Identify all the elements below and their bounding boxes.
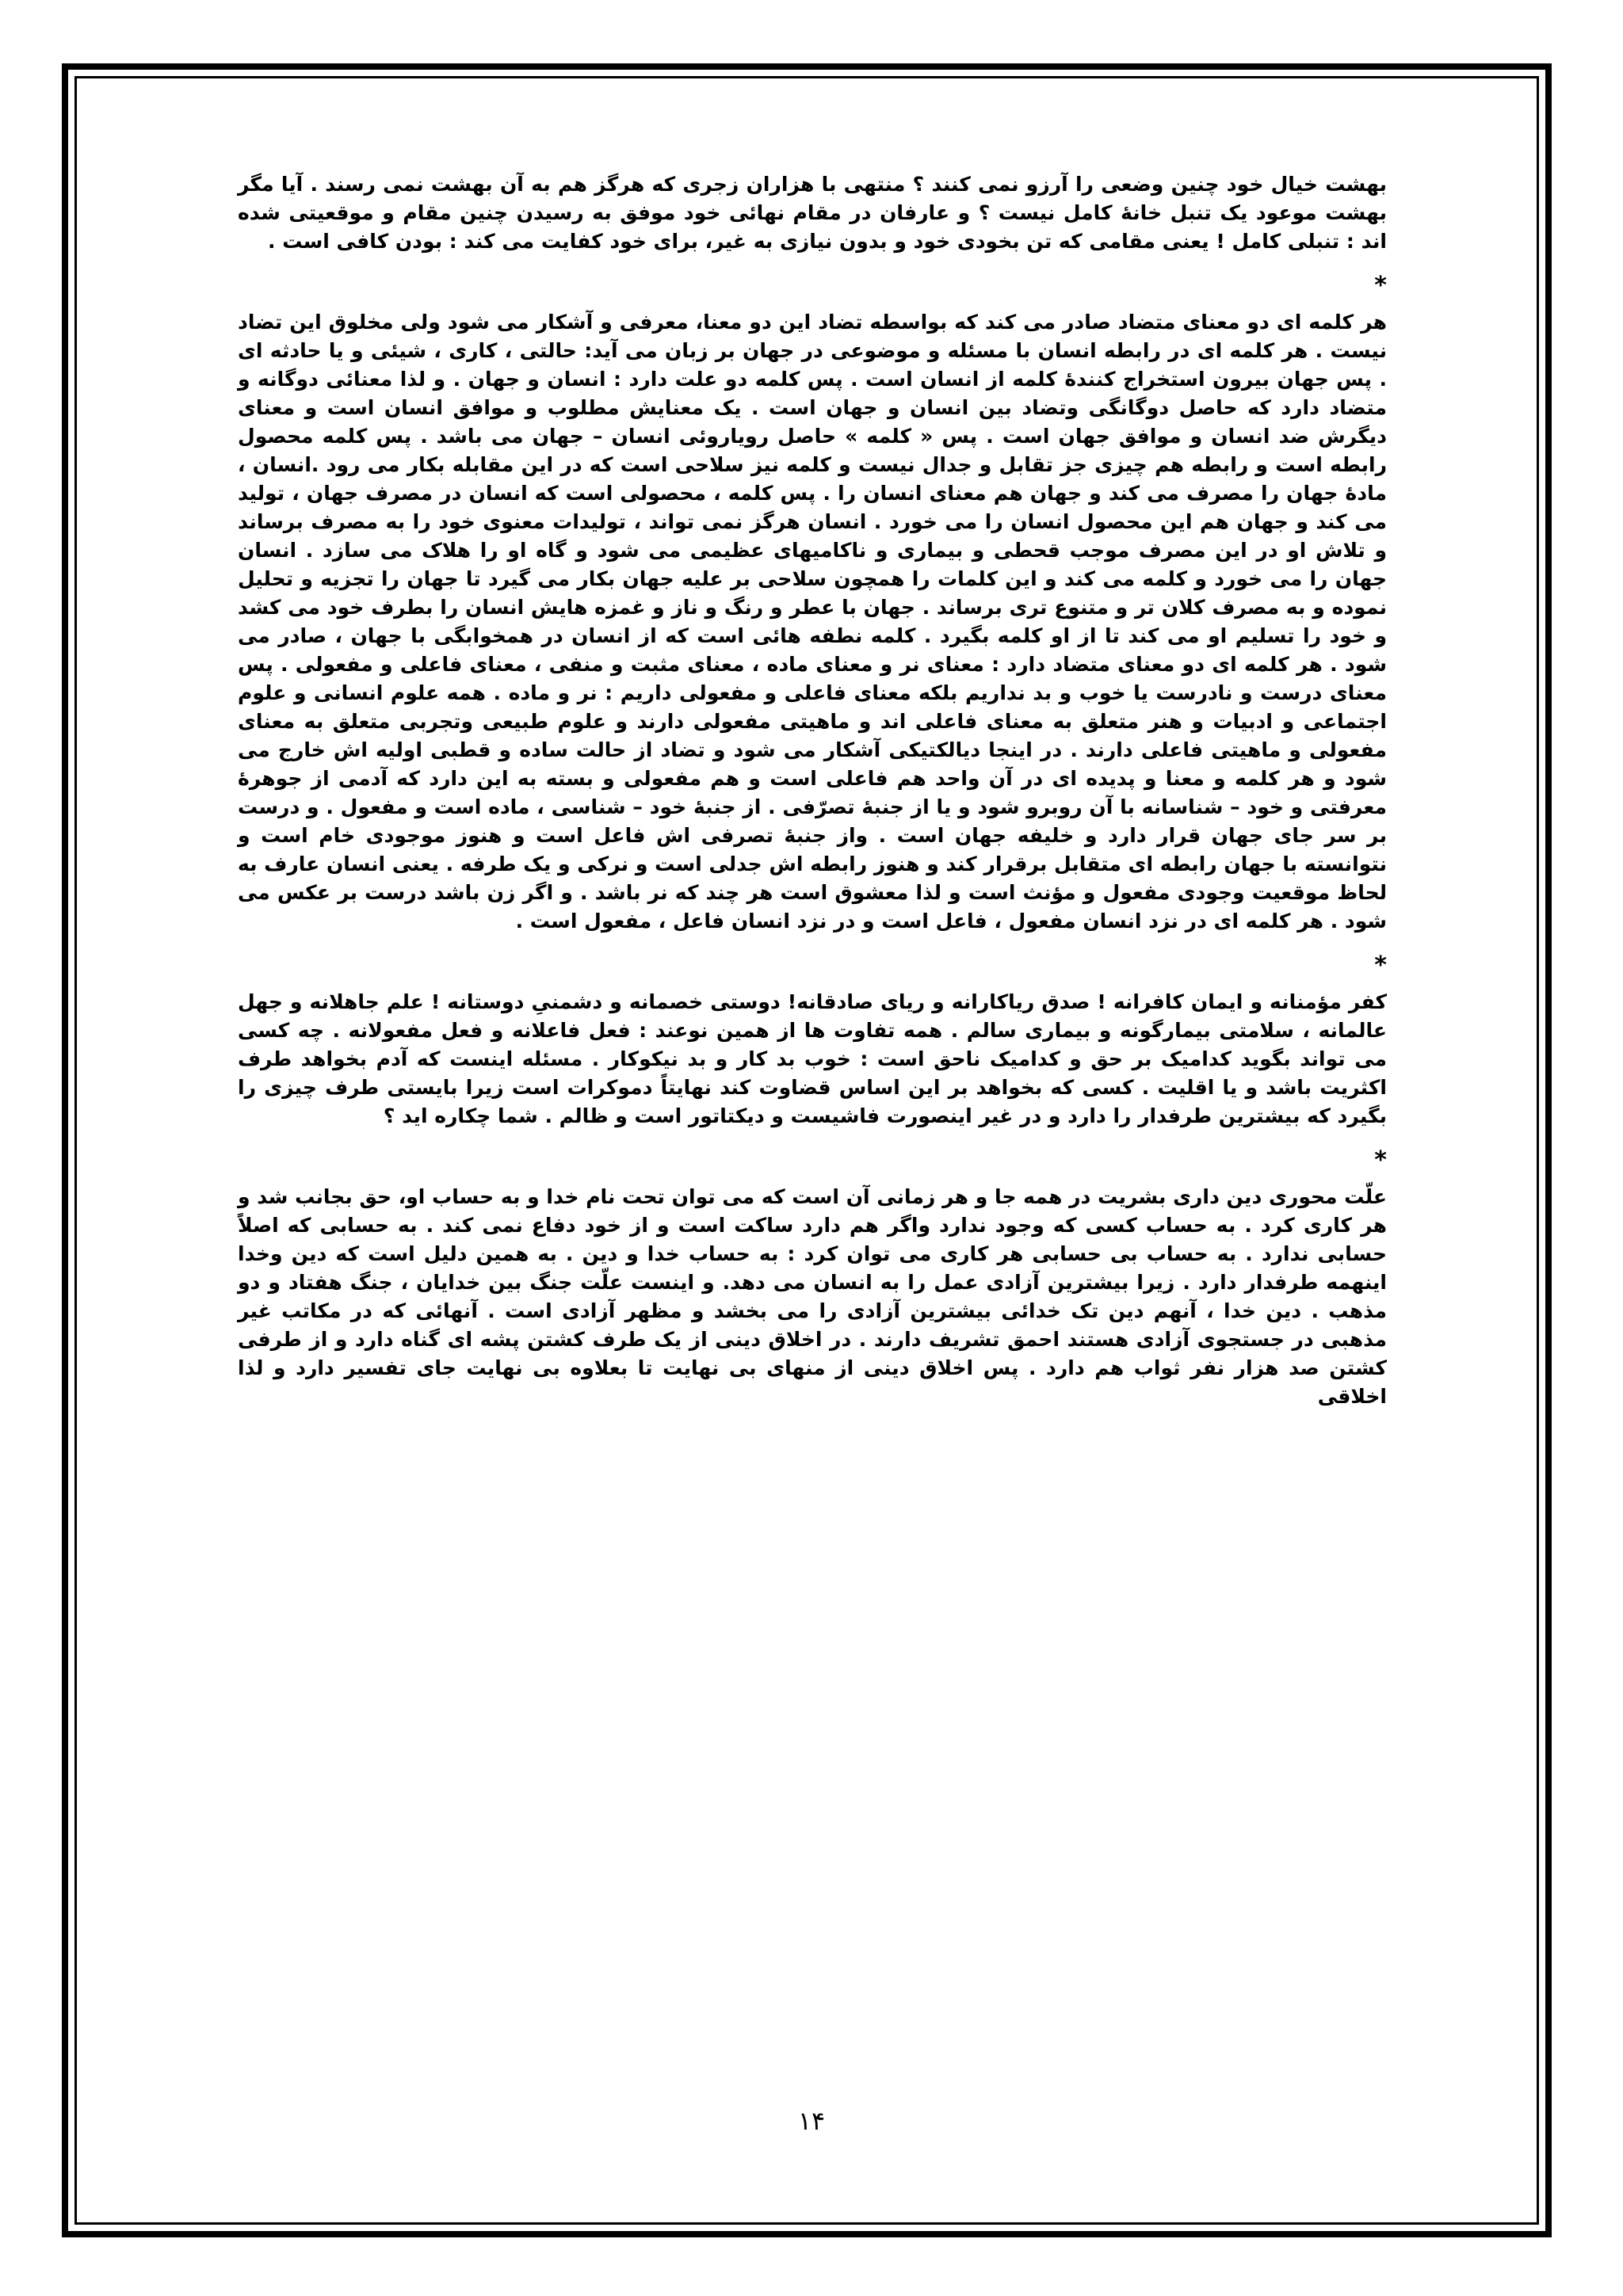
page-number: ۱۴	[797, 2106, 826, 2136]
paragraph-1: بهشت خیال خود چنین وضعی را آرزو نمی کنند ؟ منتهی با هزاران زجری که هرگز هم به آن بهشت نمی رسند . آیا مگر بهشت موعود یک تنبل خانهٔ کامل نیست ؟ و عارفان در مقام نهائی خود موفق به رسیدن چنین مقام و موقعیتی شده اند : تنبلی کامل ! یعنی مقامی که تن بخودی خود و بدون نیازی به غیر، برای خود کفایت می کند : بودن کافی است .	[238, 173, 1387, 253]
paragraph-2: هر کلمه ای دو معنای متضاد صادر می کند که بواسطه تضاد این دو معنا، معرفی و آشکار می شود ولی مخلوق این تضاد نیست . هر کلمه ای در رابطه انسان با مسئله و موضوعی در جهان بر زبان می آید: حالتی ، کاری ، شیئی و یا حادثه ای . پس جهان بیرون استخراج کنندهٔ کلمه از انسان است . پس کلمه دو علت دارد : انسان و جهان . و لذا معنائی دوگانه و متضاد دارد که حاصل دوگانگی وتضاد بین انسان و جهان است . یک معنایش مطلوب و موافق انسان است و معنای دیگرش ضد انسان و موافق جهان است . پس « کلمه » حاصل رویاروئی انسان – جهان می باشد . پس کلمه محصول رابطه است و رابطه هم چیزی جز تقابل و جدال نیست و کلمه نیز سلاحی است که در این مقابله بکار می رود .انسان ، مادهٔ جهان را مصرف می کند و جهان هم معنای انسان را . پس کلمه ، محصولی است که انسان در مصرف جهان ، تولید می کند و جهان هم این محصول انسان را می خورد . انسان هرگز نمی تواند ، تولیدات معنوی خود را به مصرف برساند و تلاش او در این مصرف موجب قحطی و بیماری و ناکامیهای عظیمی می شود و گاه او را هلاک می سازد . انسان جهان را می خورد و کلمه می کند و این کلمات را همچون سلاحی بر علیه جهان بکار می گیرد تا جهان را تجزیه و تحلیل نموده و به مصرف کلان تر و متنوع تری برساند . جهان با عطر و رنگ و ناز و غمزه هایش انسان را بطرف خود می کشد و خود را تسلیم او می کند تا از او کلمه بگیرد . کلمه نطفه هائی است که از انسان در همخوابگی با جهان ، صادر می شود . هر کلمه ای دو معنای متضاد دارد : معنای نر و معنای ماده ، معنای مثبت و منفی ، معنای فاعلی و مفعولی . پس معنای درست و نادرست یا خوب و بد نداریم بلکه معنای فاعلی و مفعولی داریم : نر و ماده . همه علوم انسانی و علوم اجتماعی و ادبیات و هنر متعلق به معنای فاعلی اند و ماهیتی مفعولی دارند و علوم طبیعی وتجربی متعلق به معنای مفعولی و ماهیتی فاعلی دارند . در اینجا دیالکتیکی آشکار می شود و تضاد از حالت ساده و قطبی اولیه اش خارج می شود و هر کلمه و معنا و پدیده ای در آن واحد هم فاعلی است و هم مفعولی و بسته به این دارد که آدمی از جوهرهٔ معرفتی و خود – شناسانه با آن روبرو شود و یا از جنبهٔ تصرّفی . از جنبهٔ خود – شناسی ، ماده است و مفعول . و درست بر سر جای جهان قرار دارد و خلیفه جهان است . واز جنبهٔ تصرفی اش فاعل است و هنوز موجودی خام است و نتوانسته با جهان رابطه ای متقابل برقرار کند و هنوز رابطه اش جدلی است و نرکی و یک طرفه . یعنی انسان عارف به لحاظ موقعیت وجودی مفعول و مؤنث است و لذا معشوق است هر چند که نر باشد . و اگر زن باشد درست بر عکس می شود . هر کلمه ای در نزد انسان مفعول ، فاعل است و در نزد انسان فاعل ، مفعول است .	[238, 311, 1387, 933]
paragraph-3: کفر مؤمنانه و ایمان کافرانه ! صدق ریاکارانه و ریای صادقانه! دوستی خصمانه و دشمنیِ دوستانه ! علم جاهلانه و جهل عالمانه ، سلامتی بیمارگونه و بیماری سالم . همه تفاوت ها از همین نوعند : فعل فاعلانه و فعل مفعولانه . چه کسی می تواند بگوید کدامیک بر حق و کدامیک ناحق است : خوب بد کار و بد نیکوکار . مسئله اینست که آدم بخواهد طرف اکثریت باشد و یا اقلیت . کسی که بخواهد بر این اساس قضاوت کند نهایتاً دموکرات است زیرا بایستی طرف چیزی را بگیرد که بیشترین طرفدار را دارد و در غیر اینصورت فاشیست و دیکتاتور است و ظالم . شما چکاره اید ؟	[238, 990, 1387, 1127]
text-body	[238, 170, 1387, 1411]
section-separator: *	[1374, 272, 1387, 299]
section-separator: *	[1374, 1146, 1387, 1174]
section-separator: *	[1374, 952, 1387, 979]
paragraph-4: علّت محوری دین داری بشریت در همه جا و هر زمانی آن است که می توان تحت نام خدا و به حساب او، حق بجانب شد و هر کاری کرد . به حساب کسی که وجود ندارد واگر هم دارد ساکت است و از خود دفاع نمی کند . به حسابی که اصلاً حسابی ندارد . به حساب بی حسابی هر کاری می توان کرد : به حساب خدا و دین . به همین دلیل است که دین وخدا اینهمه طرفدار دارد . زیرا بیشترین آزادی عمل را به انسان می دهد. و اینست علّت جنگ بین خدایان ، جنگ هفتاد و دو مذهب . دین خدا ، آنهم دین تک خدائی بیشترین آزادی را می بخشد و مظهر آزادی است . آنهائی که در مکاتب غیر مذهبی در جستجوی آزادی هستند احمق تشریف دارند . در اخلاق دینی از یک طرف کشتن پشه ای گناه دارد و از طرفی کشتن صد هزار نفر ثواب هم دارد . پس اخلاق دینی از منهای بی نهایت تا بعلاوه بی نهایت جای تفسیر دارد و لذا اخلاقی	[238, 1185, 1387, 1408]
